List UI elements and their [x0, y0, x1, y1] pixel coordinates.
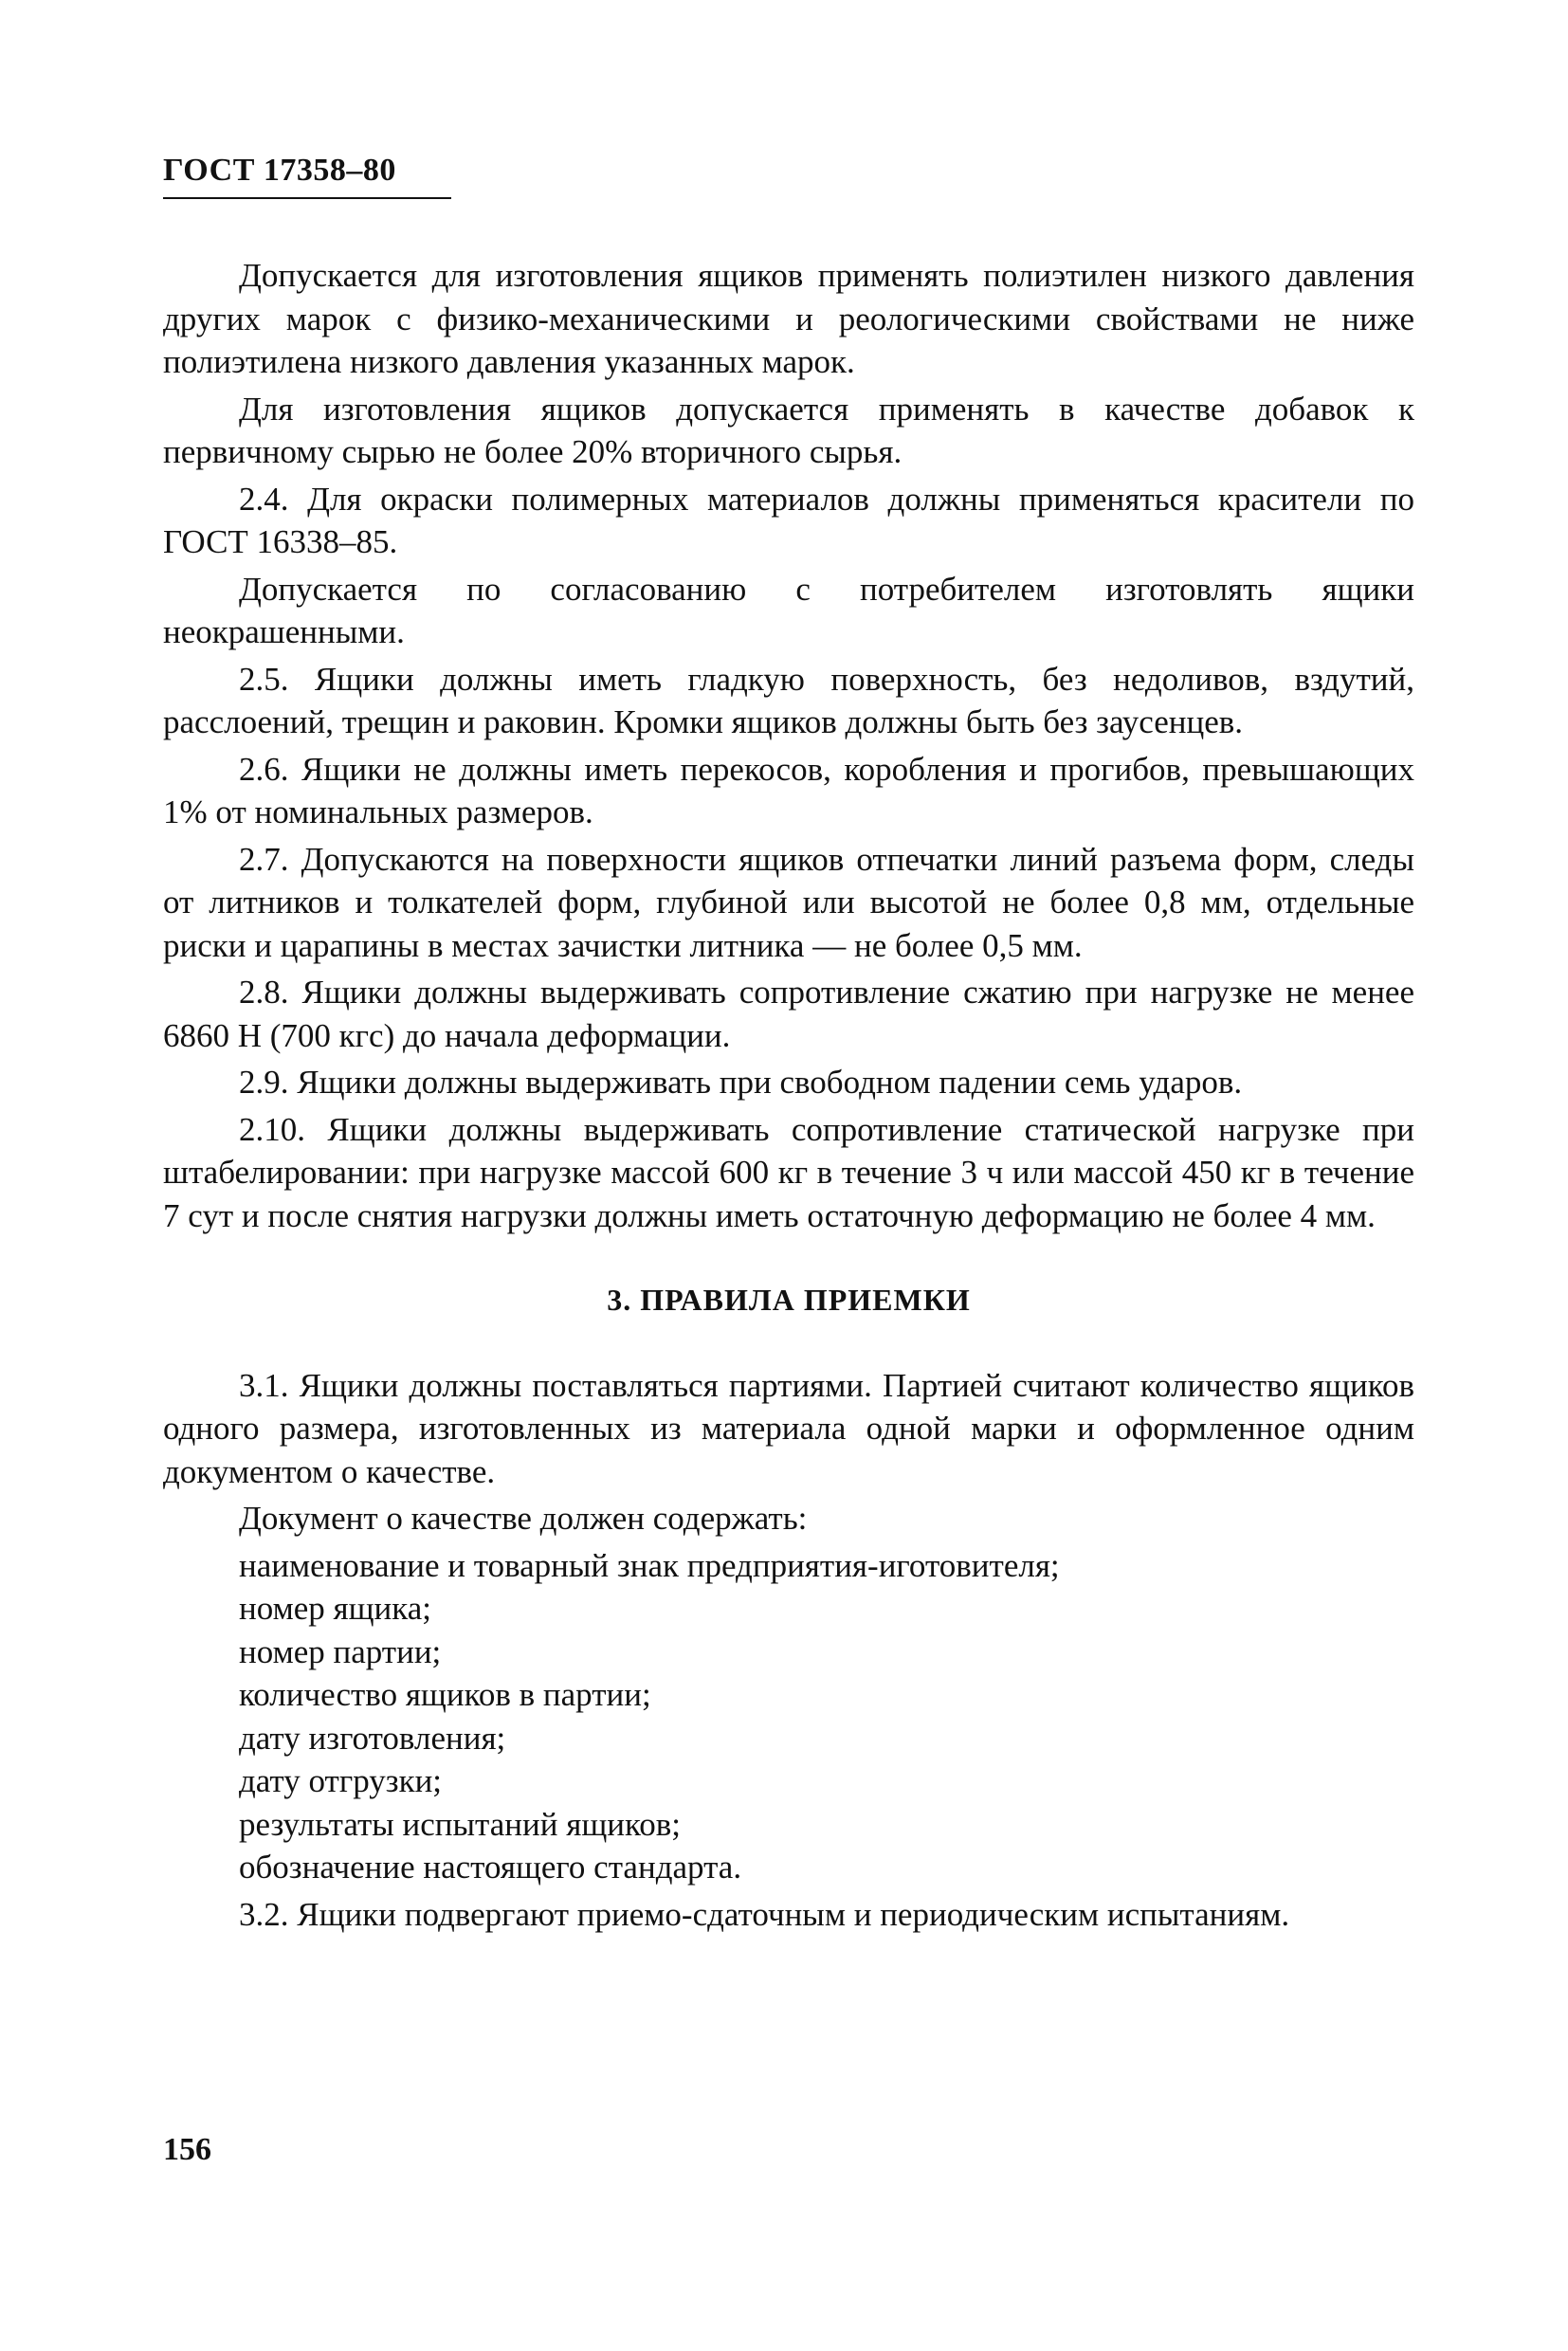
list-item: обозначение настоящего стандарта.: [239, 1849, 742, 1886]
paragraph: Для изготовления ящиков допускается применять в качестве добавок к первичному сырью не более 20% вторичного сырья.: [163, 390, 1414, 470]
page-header: [163, 152, 451, 199]
header-underline: [163, 197, 451, 199]
section-heading: 3. ПРАВИЛА ПРИЕМКИ: [607, 1283, 971, 1317]
list-item: номер ящика;: [239, 1590, 432, 1627]
clause-2-4: 2.4. Для окраски полимерных материалов должны применяться красители по ГОСТ 16338–85.: [163, 480, 1414, 560]
page-number: 156: [163, 2132, 211, 2167]
list-item: дату отгрузки;: [239, 1762, 443, 1799]
clause-2-9: 2.9. Ящики должны выдерживать при свободном падении семь ударов.: [239, 1064, 1243, 1101]
paragraph: Допускается для изготовления ящиков применять полиэтилен низкого давления других марок с физико-механическими и реологическими свойствами не ниже полиэтилена низкого давления указанных марок.: [163, 257, 1414, 380]
paragraph: Допускается по согласованию с потребителем изготовлять ящики неокрашенными.: [163, 570, 1414, 650]
clause-3-2: 3.2. Ящики подвергают приемо-сдаточным и периодическим испытаниям.: [239, 1895, 1290, 1933]
clause-2-10: 2.10. Ящики должны выдерживать сопротивление статической нагрузке при штабелировании: при нагрузке массой 600 кг в течение 3 ч или массой 450 кг в течение 7 сут и после снятия нагрузки должны иметь остаточную деформацию не более 4 мм.: [163, 1110, 1414, 1234]
list-item: номер партии;: [239, 1632, 442, 1670]
quality-document-list: [163, 1544, 1414, 1889]
list-item: дату изготовления;: [239, 1719, 506, 1757]
document-body: [163, 254, 1414, 1940]
clause-2-6: 2.6. Ящики не должны иметь перекосов, коробления и прогибов, превышающих 1% от номинальных размеров.: [163, 750, 1414, 830]
list-item: результаты испытаний ящиков;: [239, 1805, 681, 1843]
paragraph: Документ о качестве должен содержать:: [239, 1500, 808, 1537]
clause-2-5: 2.5. Ящики должны иметь гладкую поверхность, без недоливов, вздутий, расслоений, трещин и раковин. Кромки ящиков должны быть без заусенцев.: [163, 660, 1414, 740]
clause-3-1: 3.1. Ящики должны поставляться партиями. Партией считают количество ящиков одного размера, изготовленных из материала одной марки и оформленное одним документом о качестве.: [163, 1366, 1414, 1490]
list-item: наименование и товарный знак предприятия-иготовителя;: [239, 1546, 1060, 1584]
standard-designation: ГОСТ 17358–80: [163, 153, 396, 188]
clause-2-8: 2.8. Ящики должны выдерживать сопротивление сжатию при нагрузке не менее 6860 Н (700 кгс) до начала деформации.: [163, 974, 1414, 1054]
clause-2-7: 2.7. Допускаются на поверхности ящиков отпечатки линий разъема форм, следы от литников и толкателей форм, глубиной или высотой не более 0,8 мм, отдельные риски и царапины в местах зачистки литника — не более 0,5 мм.: [163, 840, 1414, 964]
list-item: количество ящиков в партии;: [239, 1676, 651, 1713]
